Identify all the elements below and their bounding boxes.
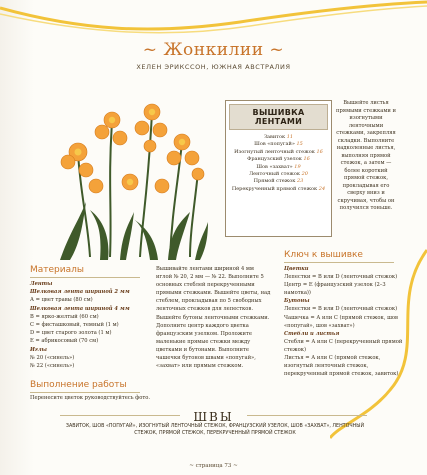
- key-group-title: Цветки: [284, 266, 309, 272]
- stitch-list-item: Шов «захват» 19: [256, 163, 301, 170]
- material-line: Шелковая лента шириной 4 мм: [30, 305, 130, 312]
- key-row: Стебли = А или С (перекрученный прямой стежок): [284, 338, 403, 353]
- stitch-list-item: Перекрученный прямой стежок 24: [231, 185, 326, 192]
- ribbon-decoration: [0, 0, 427, 40]
- stitch-list-item: Ленточный стежок 20: [248, 171, 308, 178]
- intro-paragraph: Вышейте листья прямыми стежками и изогнутыми ленточными стежками, закрепляя складки. Выполните надколенные листья, выполняя прямой стежок, а затем — более короткий прямой стежок, прокладывая его сверху вниз и скручивая, чтобы он получился тоньше.: [336, 100, 396, 211]
- key-row: Лепестки = В или D (ленточный стежок): [284, 274, 398, 281]
- page-number: ~ страница 73 ~: [189, 463, 238, 469]
- stitch-list-item: Прямой стежок 23: [253, 178, 304, 185]
- divider: [30, 277, 140, 278]
- daffodil-embroidery-image: [50, 82, 210, 262]
- material-line: № 20 («синель»): [30, 354, 75, 361]
- material-line: № 22 («синель»): [30, 363, 75, 370]
- divider: [30, 392, 140, 393]
- key-row: Чашечка = А или С (прямой стежок, шов «попугай», шов «захват»): [284, 314, 398, 329]
- stitch-list: [230, 134, 327, 193]
- key-group-title: Стебли и листья: [284, 330, 340, 337]
- stitch-list-title: ВЫШИВКА ЛЕНТАМИ: [229, 104, 328, 130]
- procedure-heading: Выполнение работы: [30, 380, 127, 390]
- key-row: Лепестки = В или D (ленточный стежок): [284, 306, 398, 313]
- page-subtitle: ХЕЛЕН ЭРИКССОН, ЮЖНАЯ АВСТРАЛИЯ: [136, 63, 291, 71]
- procedure-text: Перенесите цветок руководствуйтесь фото.: [30, 395, 150, 401]
- key-list: [284, 265, 404, 378]
- materials-group-title: Ленты: [30, 281, 53, 287]
- key-group-title: Бутоны: [284, 298, 310, 305]
- stitch-list-box: [225, 100, 332, 237]
- instructions-paragraph: Вышивайте лентами шириной 4 мм иглой № 20, 2 мм — № 22. Выполните 5 основных стеблей перекрученными прямыми стежками. Вышейте цветы, над стеблем, прокладывая по 5 свободных ленточных стежков для лепестков. Вышейте бутоны ленточными стежками. Дополните центр каждого цветка французским узелком. Проложите маленькие прямые стежки между цветками и бутонами. Выполните чашечки бутонов швами «попугай», «захват» или прямым стежком.: [156, 266, 271, 370]
- key-heading: Ключ к вышивке: [284, 250, 363, 260]
- material-line: D = цвет старого золота (1 м): [30, 330, 112, 337]
- material-line: А = цвет травы (80 см): [30, 297, 93, 304]
- stitch-list-item: Изогнутый ленточный стежок 16: [234, 148, 323, 155]
- stitch-list-item: Французский узелок 16: [247, 156, 310, 163]
- key-row: Листья = А или С (прямой стежок, изогнутый ленточный стежок, перекрученный прямой стежок, завиток): [284, 355, 399, 378]
- material-line: С = фисташковый, темный (1 м): [30, 322, 119, 329]
- materials-heading: Материалы: [30, 265, 84, 275]
- stitch-list-item: Шов «попугай» 15: [254, 141, 303, 148]
- seams-heading: ШВЫ: [193, 410, 234, 424]
- materials-group-title: Иглы: [30, 346, 47, 353]
- seams-list: ЗАВИТОК, ШОВ «ПОПУГАЙ», ИЗОГНУТЫЙ ЛЕНТОЧНЫЙ СТЕЖОК, ФРАНЦУЗСКИЙ УЗЕЛОК, ШОВ «ЗАХВАТ», ЛЕНТОЧНЫЙ СТЕЖОК, ПРЯМОЙ СТЕЖОК, ПЕРЕКРУЧЕННЫЙ ПРЯМОЙ СТЕЖОК: [65, 424, 365, 436]
- stitch-list-item: Завиток 11: [263, 134, 294, 140]
- material-line: Е = абрикосовый (70 см): [30, 338, 99, 345]
- page-title: ~ Жонкилии ~: [142, 40, 285, 60]
- material-line: Шелковая лента шириной 2 мм: [30, 289, 130, 296]
- divider: [284, 262, 394, 263]
- materials-list: [30, 280, 150, 370]
- material-line: В = ярко-желтый (60 см): [30, 313, 99, 320]
- key-row: Центр = E (французский узелок (2–3 намотка)): [284, 282, 386, 297]
